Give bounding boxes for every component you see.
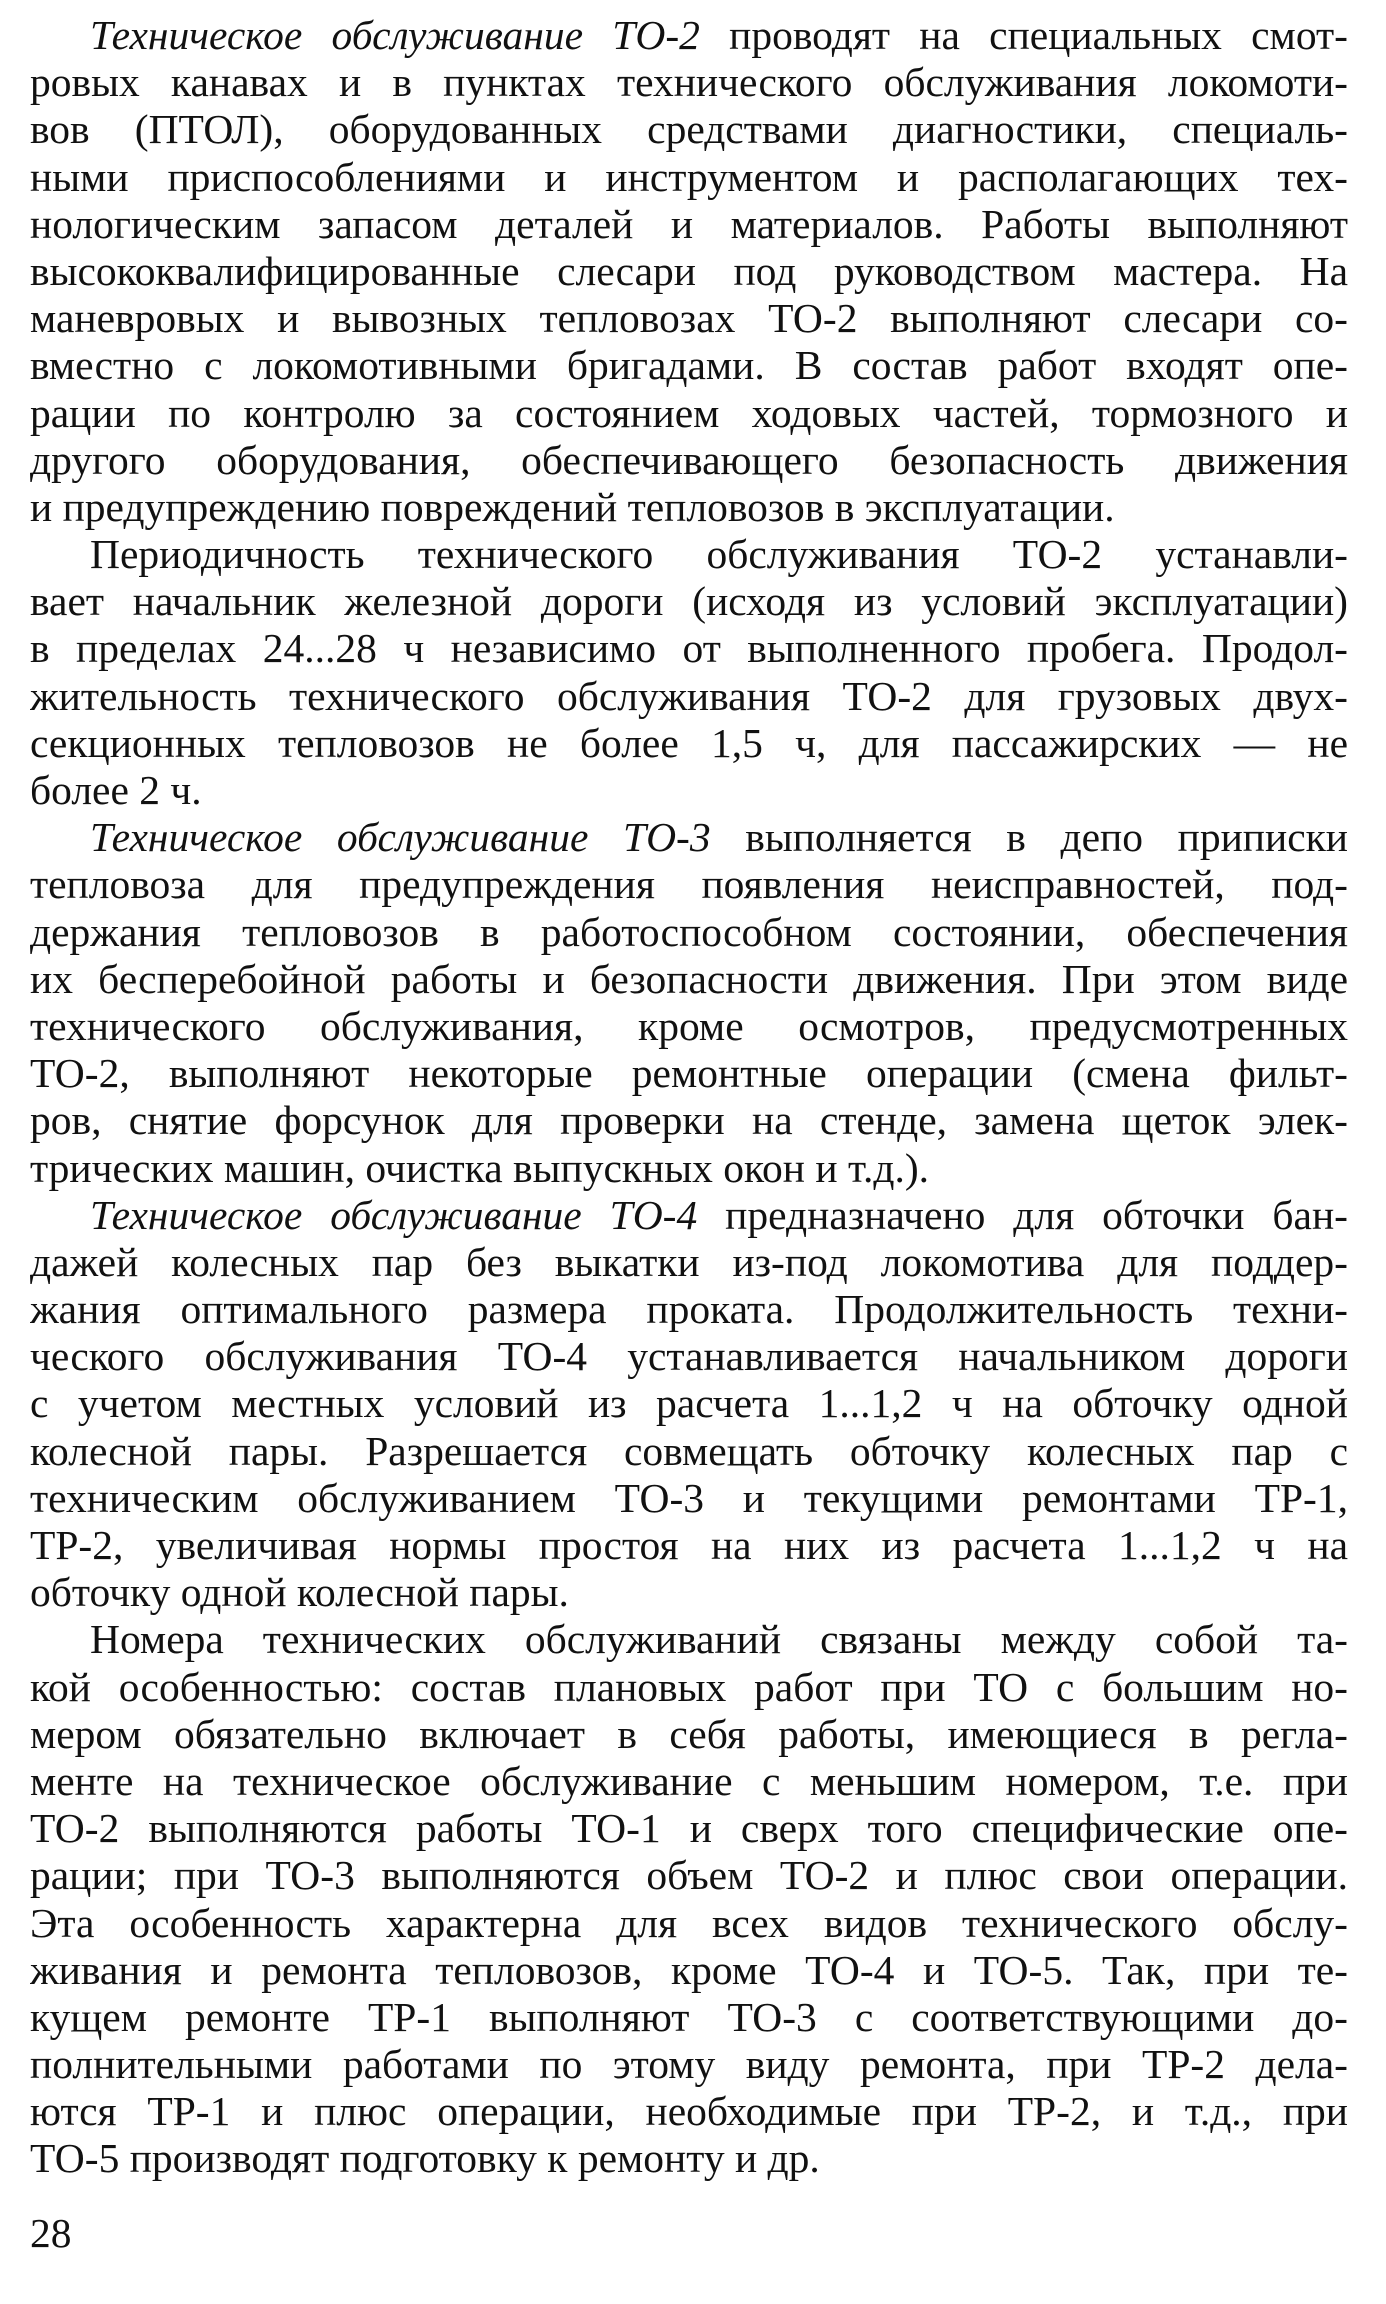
text-line	[30, 2041, 1348, 2088]
line-text: техническим обслуживанием ТО-3 и текущими ремонтами ТР-1,	[30, 1474, 1348, 1521]
text-line	[30, 1522, 1348, 1569]
paragraph	[30, 1616, 1348, 2182]
text-line	[30, 861, 1348, 908]
line-text: высококвалифицированные слесари под руководством мастера. На	[30, 247, 1348, 294]
line-text: рации по контролю за состоянием ходовых частей, тормозного и	[30, 389, 1348, 436]
text-line	[30, 484, 1348, 531]
text-line	[30, 1664, 1348, 1711]
paragraph	[30, 531, 1348, 814]
text-line	[30, 1192, 1348, 1239]
text-line	[30, 1097, 1348, 1144]
body-text	[30, 12, 1348, 2183]
line-text: вает начальник железной дороги (исходя из условий эксплуатации)	[30, 578, 1348, 625]
line-text: Эта особенность характерна для всех видов технического обслу-	[30, 1899, 1348, 1946]
text-line	[30, 909, 1348, 956]
line-text: и предупреждению повреждений тепловозов в эксплуатации.	[30, 483, 1115, 530]
line-text: их бесперебойной работы и безопасности движения. При этом виде	[30, 955, 1348, 1002]
text-line	[30, 390, 1348, 437]
line-text: секционных тепловозов не более 1,5 ч, для пассажирских — не	[30, 719, 1348, 766]
line-text: ческого обслуживания ТО-4 устанавливается начальником дороги	[30, 1333, 1348, 1380]
text-line	[30, 1758, 1348, 1805]
line-text: другого оборудования, обеспечивающего безопасность движения	[30, 436, 1348, 483]
italic-term: Техническое обслуживание ТО-4	[90, 1191, 698, 1238]
text-line	[30, 814, 1348, 861]
italic-term: Техническое обслуживание ТО-2	[90, 12, 700, 58]
line-text: мером обязательно включает в себя работы, имеющиеся в регла-	[30, 1710, 1348, 1757]
text-line	[30, 956, 1348, 1003]
text-line	[30, 295, 1348, 342]
text-line	[30, 1050, 1348, 1097]
text-line	[30, 1947, 1348, 1994]
paragraph	[30, 12, 1348, 531]
text-line	[30, 1428, 1348, 1475]
text-line	[30, 106, 1348, 153]
text-line	[30, 2135, 1348, 2182]
line-text: вов (ПТОЛ), оборудованных средствами диагностики, специаль-	[30, 106, 1348, 153]
line-text: ными приспособлениями и инструментом и располагающих тех-	[30, 153, 1348, 200]
line-text: дажей колесных пар без выкатки из-под локомотива для поддер-	[30, 1238, 1348, 1285]
line-text: жительность технического обслуживания ТО-2 для грузовых двух-	[30, 672, 1348, 719]
paragraph	[30, 814, 1348, 1192]
text-line	[30, 1145, 1348, 1192]
line-text: Номера технических обслуживаний связаны между собой та-	[90, 1616, 1348, 1663]
text-line	[30, 342, 1348, 389]
text-line	[30, 1569, 1348, 1616]
line-text: в пределах 24...28 ч независимо от выполненного пробега. Продол-	[30, 625, 1348, 672]
line-text: ТР-2, увеличивая нормы простоя на них из расчета 1...1,2 ч на	[30, 1522, 1348, 1568]
line-text: Периодичность технического обслуживания ТО-2 устанавли-	[90, 531, 1348, 578]
line-text: обточку одной колесной пары.	[30, 1569, 569, 1616]
line-text: ются ТР-1 и плюс операции, необходимые при ТР-2, и т.д., при	[30, 2088, 1348, 2135]
text-line	[30, 1333, 1348, 1380]
text-line	[30, 1994, 1348, 2041]
text-line	[30, 2088, 1348, 2135]
line-text: маневровых и вывозных тепловозах ТО-2 выполняют слесари со-	[30, 295, 1348, 342]
line-text: кой особенностью: состав плановых работ при ТО с большим но-	[30, 1663, 1348, 1710]
text-line	[30, 767, 1348, 814]
text-line	[30, 248, 1348, 295]
paragraph	[30, 1192, 1348, 1617]
text-line	[30, 201, 1348, 248]
line-text: ровых канавах и в пунктах технического обслуживания локомоти-	[30, 59, 1348, 106]
line-text: полнительными работами по этому виду ремонта, при ТР-2 дела-	[30, 2041, 1348, 2088]
text-line	[30, 59, 1348, 106]
line-text: вместно с локомотивными бригадами. В состав работ входят опе-	[30, 342, 1348, 389]
text-line	[30, 1286, 1348, 1333]
line-text: живания и ремонта тепловозов, кроме ТО-4 и ТО-5. Так, при те-	[30, 1946, 1348, 1993]
text-line	[30, 437, 1348, 484]
text-line	[30, 1616, 1348, 1663]
line-text: выполняется в депо приписки	[710, 814, 1348, 861]
text-line	[30, 1852, 1348, 1899]
text-line	[30, 1475, 1348, 1522]
line-text: жания оптимального размера проката. Продолжительность техни-	[30, 1286, 1348, 1333]
page-number: 28	[30, 2210, 72, 2256]
text-line	[30, 625, 1348, 672]
line-text: проводят на специальных смот-	[699, 12, 1348, 58]
line-text: ров, снятие форсунок для проверки на стенде, замена щеток элек-	[30, 1097, 1348, 1144]
italic-term: Техническое обслуживание ТО-3	[90, 814, 711, 861]
line-text: тепловоза для предупреждения появления неисправностей, под-	[30, 861, 1348, 908]
line-text: технического обслуживания, кроме осмотров, предусмотренных	[30, 1002, 1348, 1049]
line-text: предназначено для обточки бан-	[697, 1191, 1348, 1238]
line-text: держания тепловозов в работоспособном состоянии, обеспечения	[30, 908, 1348, 955]
line-text: рации; при ТО-3 выполняются объем ТО-2 и плюс свои операции.	[30, 1852, 1348, 1899]
line-text: кущем ремонте ТР-1 выполняют ТО-3 с соответствующими до-	[30, 1993, 1348, 2040]
line-text: ТО-5 производят подготовку к ремонту и др.	[30, 2135, 820, 2182]
text-line	[30, 673, 1348, 720]
text-line	[30, 531, 1348, 578]
text-line	[30, 12, 1348, 59]
line-text: трических машин, очистка выпускных окон и т.д.).	[30, 1144, 930, 1191]
text-line	[30, 1380, 1348, 1427]
line-text: более 2 ч.	[30, 767, 202, 813]
text-line	[30, 720, 1348, 767]
text-line	[30, 1900, 1348, 1947]
text-line	[30, 578, 1348, 625]
text-line	[30, 1003, 1348, 1050]
line-text: нологическим запасом деталей и материалов. Работы выполняют	[30, 200, 1348, 247]
line-text: с учетом местных условий из расчета 1...1,2 ч на обточку одной	[30, 1380, 1348, 1427]
line-text: менте на техническое обслуживание с меньшим номером, т.е. при	[30, 1757, 1348, 1804]
line-text: ТО-2 выполняются работы ТО-1 и сверх того специфические опе-	[30, 1805, 1348, 1852]
text-line	[30, 1239, 1348, 1286]
line-text: ТО-2, выполняют некоторые ремонтные операции (смена фильт-	[30, 1050, 1348, 1097]
line-text: колесной пары. Разрешается совмещать обточку колесных пар с	[30, 1427, 1348, 1474]
text-line	[30, 1805, 1348, 1852]
text-line	[30, 1711, 1348, 1758]
text-line	[30, 154, 1348, 201]
